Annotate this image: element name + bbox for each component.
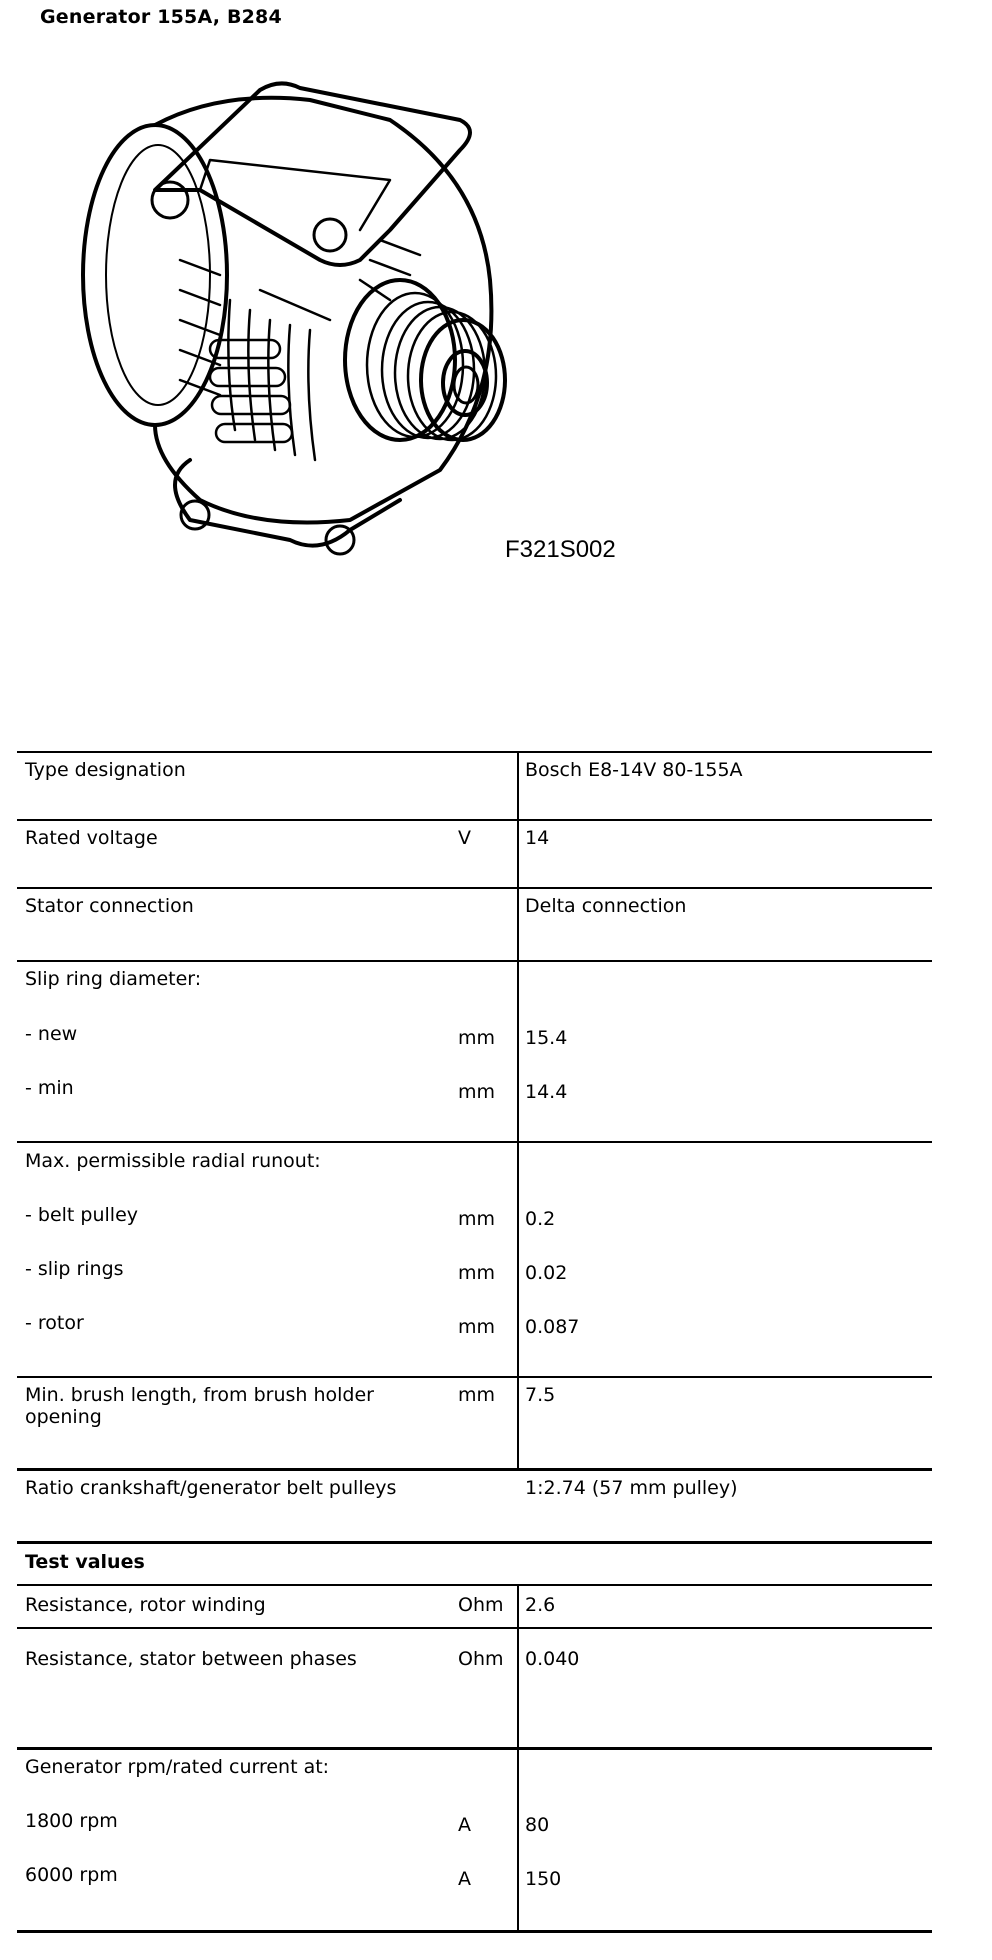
- rated-voltage-value: 14: [525, 827, 550, 849]
- table-rule: [17, 887, 932, 889]
- table-rule: [17, 960, 932, 962]
- runout-slip-rings-value: 0.02: [525, 1262, 568, 1284]
- runout-slip-rings-unit: mm: [458, 1262, 496, 1284]
- table-rule: [17, 1141, 932, 1143]
- slip-ring-label: Slip ring diameter:: [25, 968, 202, 990]
- slip-ring-new-unit: mm: [458, 1027, 496, 1049]
- brush-length-label: Min. brush length, from brush holder opening: [25, 1384, 374, 1428]
- runout-belt-pulley-unit: mm: [458, 1208, 496, 1230]
- table-rule: [17, 1930, 932, 1933]
- slip-ring-new-label: - new: [25, 1023, 78, 1045]
- rotor-resistance-unit: Ohm: [458, 1594, 504, 1616]
- rotor-resistance-value: 2.6: [525, 1594, 556, 1616]
- rpm-6000-value: 150: [525, 1868, 562, 1890]
- rpm-1800-value: 80: [525, 1814, 550, 1836]
- rated-voltage-unit: V: [458, 827, 471, 849]
- rated-voltage-label: Rated voltage: [25, 827, 158, 849]
- figure-code: F321S002: [505, 536, 616, 563]
- brush-length-unit: mm: [458, 1384, 496, 1406]
- pulley-ratio-value: 1:2.74 (57 mm pulley): [525, 1477, 738, 1499]
- rpm-6000-label: 6000 rpm: [25, 1864, 118, 1886]
- table-rule: [17, 1541, 932, 1544]
- runout-rotor-value: 0.087: [525, 1316, 580, 1338]
- stator-resistance-unit: Ohm: [458, 1648, 504, 1670]
- slip-ring-min-label: - min: [25, 1077, 74, 1099]
- slip-ring-min-value: 14.4: [525, 1081, 568, 1103]
- table-rule: [17, 1627, 932, 1629]
- column-divider: [517, 751, 519, 1468]
- rpm-current-label: Generator rpm/rated current at:: [25, 1756, 330, 1778]
- pulley-ratio-label: Ratio crankshaft/generator belt pulleys: [25, 1477, 397, 1499]
- rpm-1800-unit: A: [458, 1814, 471, 1836]
- table-rule: [17, 751, 932, 753]
- generator-illustration: [60, 60, 580, 580]
- table-rule: [17, 1584, 932, 1586]
- slip-ring-new-value: 15.4: [525, 1027, 568, 1049]
- runout-rotor-label: - rotor: [25, 1312, 84, 1334]
- slip-ring-min-unit: mm: [458, 1081, 496, 1103]
- table-rule: [17, 1747, 932, 1750]
- test-values-heading: Test values: [25, 1551, 145, 1573]
- runout-slip-rings-label: - slip rings: [25, 1258, 124, 1280]
- runout-rotor-unit: mm: [458, 1316, 496, 1338]
- type-designation-label: Type designation: [25, 759, 186, 781]
- runout-belt-pulley-value: 0.2: [525, 1208, 556, 1230]
- stator-connection-value: Delta connection: [525, 895, 687, 917]
- rpm-1800-label: 1800 rpm: [25, 1810, 118, 1832]
- stator-connection-label: Stator connection: [25, 895, 194, 917]
- table-rule: [17, 819, 932, 821]
- page-title: Generator 155A, B284: [40, 6, 282, 28]
- table-rule: [17, 1376, 932, 1378]
- type-designation-value: Bosch E8-14V 80-155A: [525, 759, 743, 781]
- column-divider: [517, 1584, 519, 1930]
- rpm-6000-unit: A: [458, 1868, 471, 1890]
- stator-resistance-label: Resistance, stator between phases: [25, 1648, 357, 1670]
- stator-resistance-value: 0.040: [525, 1648, 580, 1670]
- brush-length-value: 7.5: [525, 1384, 556, 1406]
- runout-belt-pulley-label: - belt pulley: [25, 1204, 139, 1226]
- runout-label: Max. permissible radial runout:: [25, 1150, 321, 1172]
- rotor-resistance-label: Resistance, rotor winding: [25, 1594, 266, 1616]
- table-rule: [17, 1468, 932, 1471]
